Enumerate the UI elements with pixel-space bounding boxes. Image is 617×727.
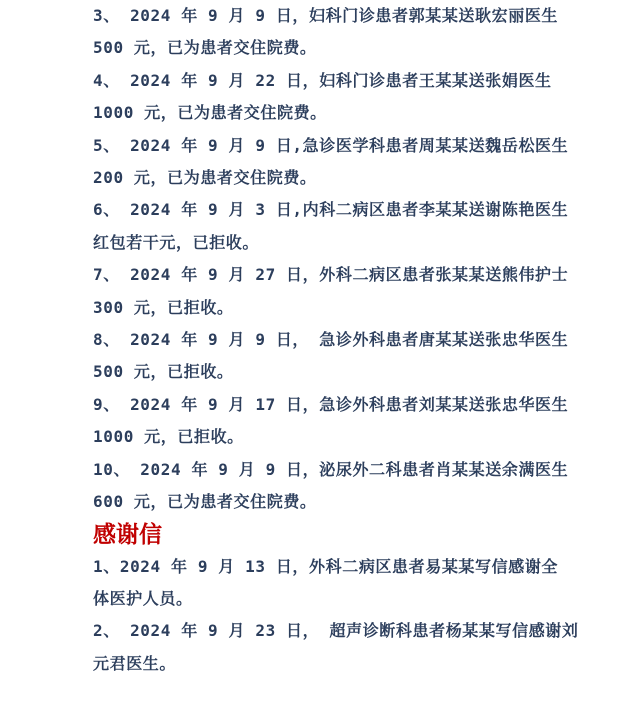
gift-record-item (93, 324, 569, 389)
thanks-letter-text: 体医护人员。 (93, 588, 193, 608)
thanks-letter-item (93, 551, 559, 616)
gift-record-item (93, 130, 569, 195)
gift-record-text: 1000 元，已为患者交住院费。 (93, 103, 327, 123)
document-body (93, 0, 579, 680)
gift-record-text: 6、 2024 年 9 月 3 日,内科二病区患者李某某送谢陈艳医生 (93, 200, 569, 220)
gift-record-text: 500 元，已拒收。 (93, 362, 234, 382)
gift-record-text: 5、 2024 年 9 月 9 日,急诊医学科患者周某某送魏岳松医生 (93, 135, 569, 155)
gift-record-text: 10、 2024 年 9 月 9 日，泌尿外二科患者肖某某送余满医生 (93, 459, 569, 479)
gift-record-item (93, 194, 569, 259)
gift-record-text: 7、 2024 年 9 月 27 日，外科二病区患者张某某送熊伟护士 (93, 265, 569, 285)
gift-record-item (93, 0, 559, 65)
gift-record-text: 1000 元，已拒收。 (93, 427, 244, 447)
gift-record-text: 9、 2024 年 9 月 17 日，急诊外科患者刘某某送张忠华医生 (93, 394, 569, 414)
gift-record-text: 4、 2024 年 9 月 22 日，妇科门诊患者王某某送张娟医生 (93, 70, 552, 90)
gift-record-text: 3、 2024 年 9 月 9 日，妇科门诊患者郭某某送耿宏丽医生 (93, 6, 559, 25)
thanks-section-title: 感谢信 (93, 521, 162, 548)
gift-record-item (93, 65, 552, 130)
thanks-letter-text: 2、 2024 年 9 月 23 日， 超声诊断科患者杨某某写信感谢刘 (93, 621, 579, 641)
gift-record-text: 500 元，已为患者交住院费。 (93, 38, 317, 58)
gift-record-item (93, 389, 569, 454)
gift-record-text: 红包若干元，已拒收。 (93, 232, 260, 252)
gift-record-text: 8、 2024 年 9 月 9 日， 急诊外科患者唐某某送张忠华医生 (93, 330, 569, 350)
gift-record-item (93, 259, 569, 324)
thanks-letter-item (93, 615, 579, 680)
gift-record-text: 600 元，已为患者交住院费。 (93, 492, 317, 512)
gift-record-text: 300 元，已拒收。 (93, 297, 234, 317)
gift-record-text: 200 元，已为患者交住院费。 (93, 168, 317, 188)
thanks-letter-text: 元君医生。 (93, 653, 177, 673)
thanks-letter-text: 1、2024 年 9 月 13 日，外科二病区患者易某某写信感谢全 (93, 556, 559, 576)
gift-record-item (93, 454, 569, 519)
